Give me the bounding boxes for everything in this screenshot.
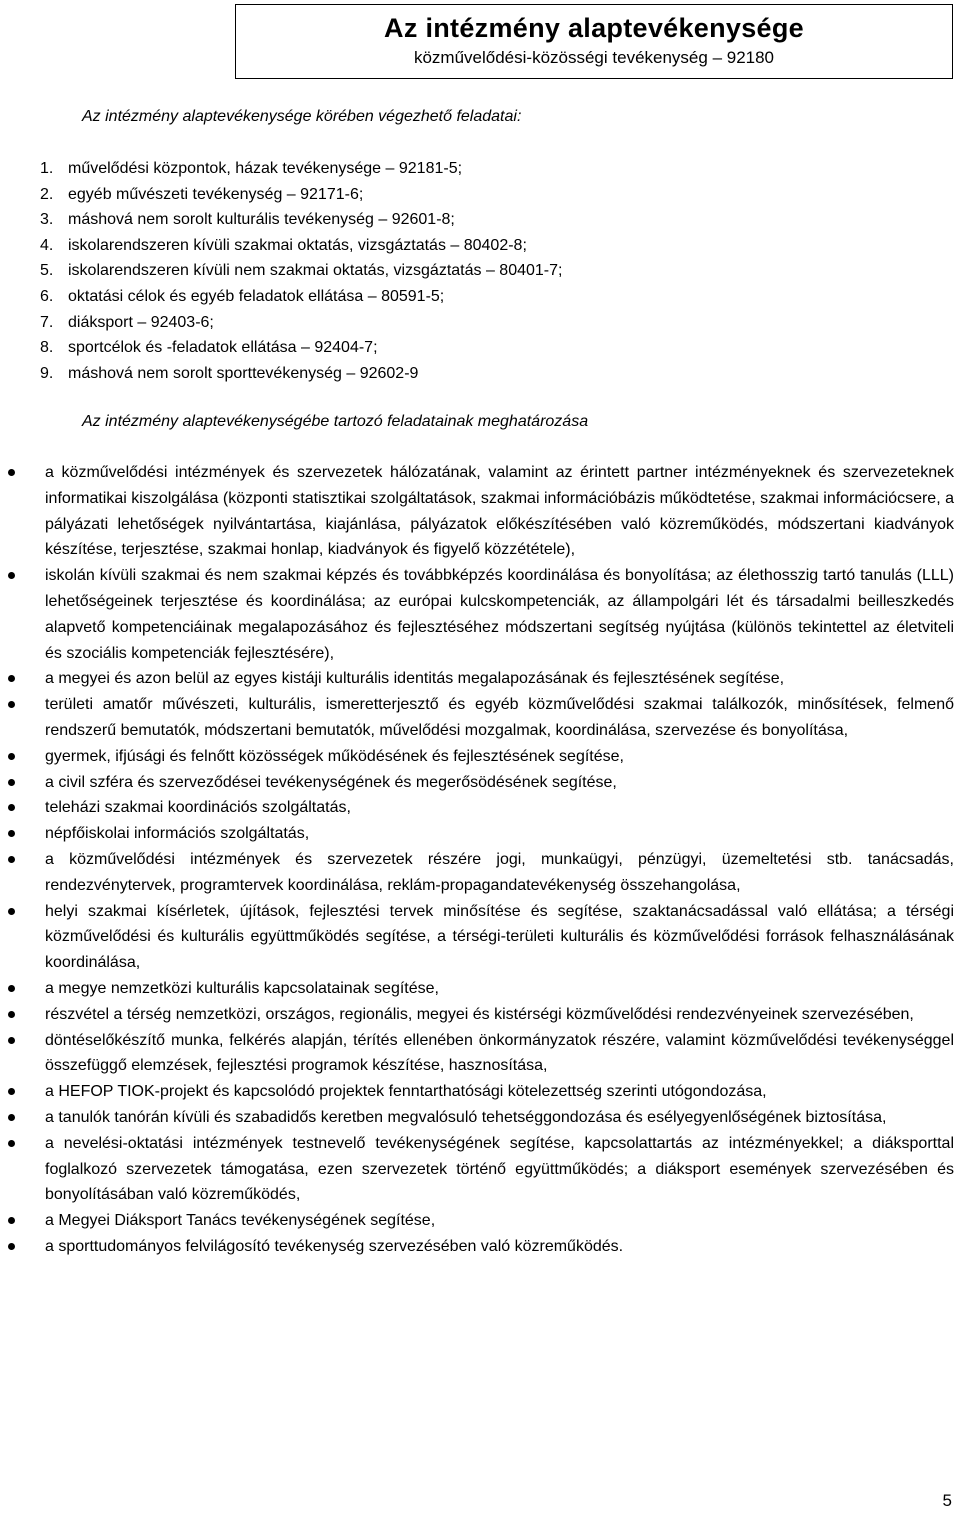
bullet-icon [8,856,15,863]
intro-text: Az intézmény alaptevékenysége körében végezhető feladatai: [82,108,522,125]
code-list-item [40,156,562,182]
task-list-item [0,1105,960,1131]
list-item-text: művelődési központok, házak tevékenysége – 92181-5; [68,160,463,177]
task-list-item [0,1002,960,1028]
task-text: döntéselőkészítő munka, felkérés alapján, térítés ellenében önkormányzatok részére, valamint közművelődési tevékenységgel összefüggő elemzések, fejlesztési programok készítése, hasznosítása, [45,1031,954,1075]
task-list-item [0,1131,960,1208]
bullet-icon [8,469,15,476]
bullet-icon [8,985,15,992]
task-text: a megyei és azon belül az egyes kistáji kulturális identitás megalapozásának és fejlesztésének segítése, [45,670,785,688]
title-box [235,4,953,79]
task-text: iskolán kívüli szakmai és nem szakmai képzés és továbbképzés koordinálása és bonyolítása; az élethosszig tartó tanulás (LLL) lehetőségeinek terjesztése és koordinálása; az európai kulcskompetenciák, az állampolgári lét és társadalmi beilleszkedés alapvető kompetenciáinak megalapozásához és fejlesztéséhez módszertani segítség nyújtása (különös tekintettel az életviteli és szociális kompetenciák fejlesztésére), [45,567,954,662]
bullet-icon [8,779,15,786]
bullet-icon [8,675,15,682]
page-subtitle: közművelődési-közösségi tevékenység – 92180 [413,48,775,67]
code-list-item [40,233,562,259]
task-list-item [0,563,960,666]
page-title: Az intézmény alaptevékenysége [384,13,804,43]
code-list-item [40,207,562,233]
bullet-icon [8,1140,15,1147]
task-text: a civil szféra és szerveződései tevékenységének és megerősödésének segítése, [45,773,617,791]
task-list-item [0,692,960,744]
task-list-item [0,460,960,563]
task-text: a megye nemzetközi kulturális kapcsolatainak segítése, [45,979,439,997]
task-list-item [0,1208,960,1234]
page-number: 5 [942,1491,952,1510]
task-list-item [0,1028,960,1080]
task-text: teleházi szakmai koordinációs szolgáltatás, [45,799,351,817]
list-number: 6. [40,287,54,305]
list-item-text: diáksport – 92403-6; [68,313,214,331]
task-text: népfőiskolai információs szolgáltatás, [45,825,310,843]
code-list-item [40,182,562,208]
task-list [0,460,960,1260]
list-number: 9. [40,364,54,382]
task-text: helyi szakmai kísérletek, újítások, fejlesztési tervek minősítése és segítése, szaktanácsadással való ellátása; a térségi közművelődési és kulturális együttműködés segítése, a térségi-területi kulturális és közművelődési források felhasználásának koordinálása, [45,902,954,972]
bullet-icon [8,572,15,579]
code-list-item [40,258,562,284]
task-list-item [0,795,960,821]
task-text: részvétel a térség nemzetközi, országos, regionális, megyei és kistérségi közművelődési rendezvényeinek szervezésében, [45,1005,914,1023]
task-text: gyermek, ifjúsági és felnőtt közösségek működésének és fejlesztésének segítése, [45,747,624,765]
code-list-item [40,335,562,361]
list-number: 2. [40,185,54,203]
bullet-icon [8,1037,15,1044]
task-list-item [0,666,960,692]
bullet-icon [8,804,15,811]
list-number: 7. [40,313,54,331]
task-list-item [0,770,960,796]
task-list-item [0,1234,960,1260]
bullet-icon [8,1011,15,1018]
activity-code-list [40,156,562,386]
code-list-item [40,361,562,387]
task-list-item [0,899,960,976]
tasks-heading: Az intézmény alaptevékenységébe tartozó feladatainak meghatározása [82,413,589,430]
list-item-text: iskolarendszeren kívüli nem szakmai oktatás, vizsgáztatás – 80401-7; [68,262,563,280]
task-list-item [0,976,960,1002]
task-text: a Megyei Diáksport Tanács tevékenységének segítése, [45,1212,436,1230]
code-list-item [40,284,562,310]
list-number: 3. [40,211,54,229]
bullet-icon [8,753,15,760]
bullet-icon [8,1217,15,1224]
list-number: 4. [40,236,54,254]
bullet-icon [8,908,15,915]
task-list-item [0,1079,960,1105]
task-text: a közművelődési intézmények és szervezetek hálózatának, valamint az érintett partner intézményeknek és szervezeteknek informatikai kiszolgálása (központi statisztikai szolgáltatások, szakmai információbázis működtetése, szakmai információcsere, a pályázati lehetőségek nyilvántartása, kiajánlása, pályázatok előkészítésében való közreműködés, módszertani kiadványok készítése, terjesztése, szakmai honlap, kiadványok és figyelő közzététele), [45,464,954,559]
list-item-text: oktatási célok és egyéb feladatok ellátása – 80591-5; [68,287,445,305]
task-text: a sporttudományos felvilágosító tevékenység szervezésében való közreműködés. [45,1237,624,1255]
task-text: területi amatőr művészeti, kulturális, ismeretterjesztő és egyéb közművelődési szakmai találkozók, minősítések, felmenő rendszerű bemutatók, módszertani bemutatók, művelődési mozgalmak, koordinálása, szervezése és bonyolítása, [45,696,954,739]
task-text: a tanulók tanórán kívüli és szabadidős keretben megvalósuló tehetséggondozása és esélyegyenlőségének biztosítása, [45,1108,887,1126]
task-list-item [0,744,960,770]
bullet-icon [8,1088,15,1095]
task-text: a közművelődési intézmények és szervezetek részére jogi, munkaügyi, pénzügyi, üzemeltetési stb. tanácsadás, rendezvénytervek, programtervek koordinálása, reklám-propagandatevékenység összehangolása, [45,850,954,894]
bullet-icon [8,1243,15,1250]
list-number: 8. [40,339,54,357]
task-list-item [0,847,960,899]
bullet-icon [8,1114,15,1121]
list-item-text: egyéb művészeti tevékenység – 92171-6; [68,185,364,203]
list-item-text: máshová nem sorolt kulturális tevékenység – 92601-8; [68,211,455,229]
list-number: 1. [40,160,54,177]
task-text: a HEFOP TIOK-projekt és kapcsolódó projektek fenntarthatósági kötelezettség szerinti utógondozása, [45,1083,767,1101]
task-list-item [0,821,960,847]
list-item-text: iskolarendszeren kívüli szakmai oktatás, vizsgáztatás – 80402-8; [68,236,527,254]
list-item-text: máshová nem sorolt sporttevékenység – 92602-9 [68,364,419,382]
list-number: 5. [40,262,54,280]
bullet-icon [8,701,15,708]
bullet-icon [8,830,15,837]
code-list-item [40,310,562,336]
task-text: a nevelési-oktatási intézmények testnevelő tevékenységének segítése, kapcsolattartás az intézményekkel; a diáksporttal foglalkozó szervezetek támogatása, ezen szervezetek történő együttműködés; a diáksport események szervezésében és bonyolításában való közreműködés, [45,1134,954,1204]
list-item-text: sportcélok és -feladatok ellátása – 92404-7; [68,339,378,357]
